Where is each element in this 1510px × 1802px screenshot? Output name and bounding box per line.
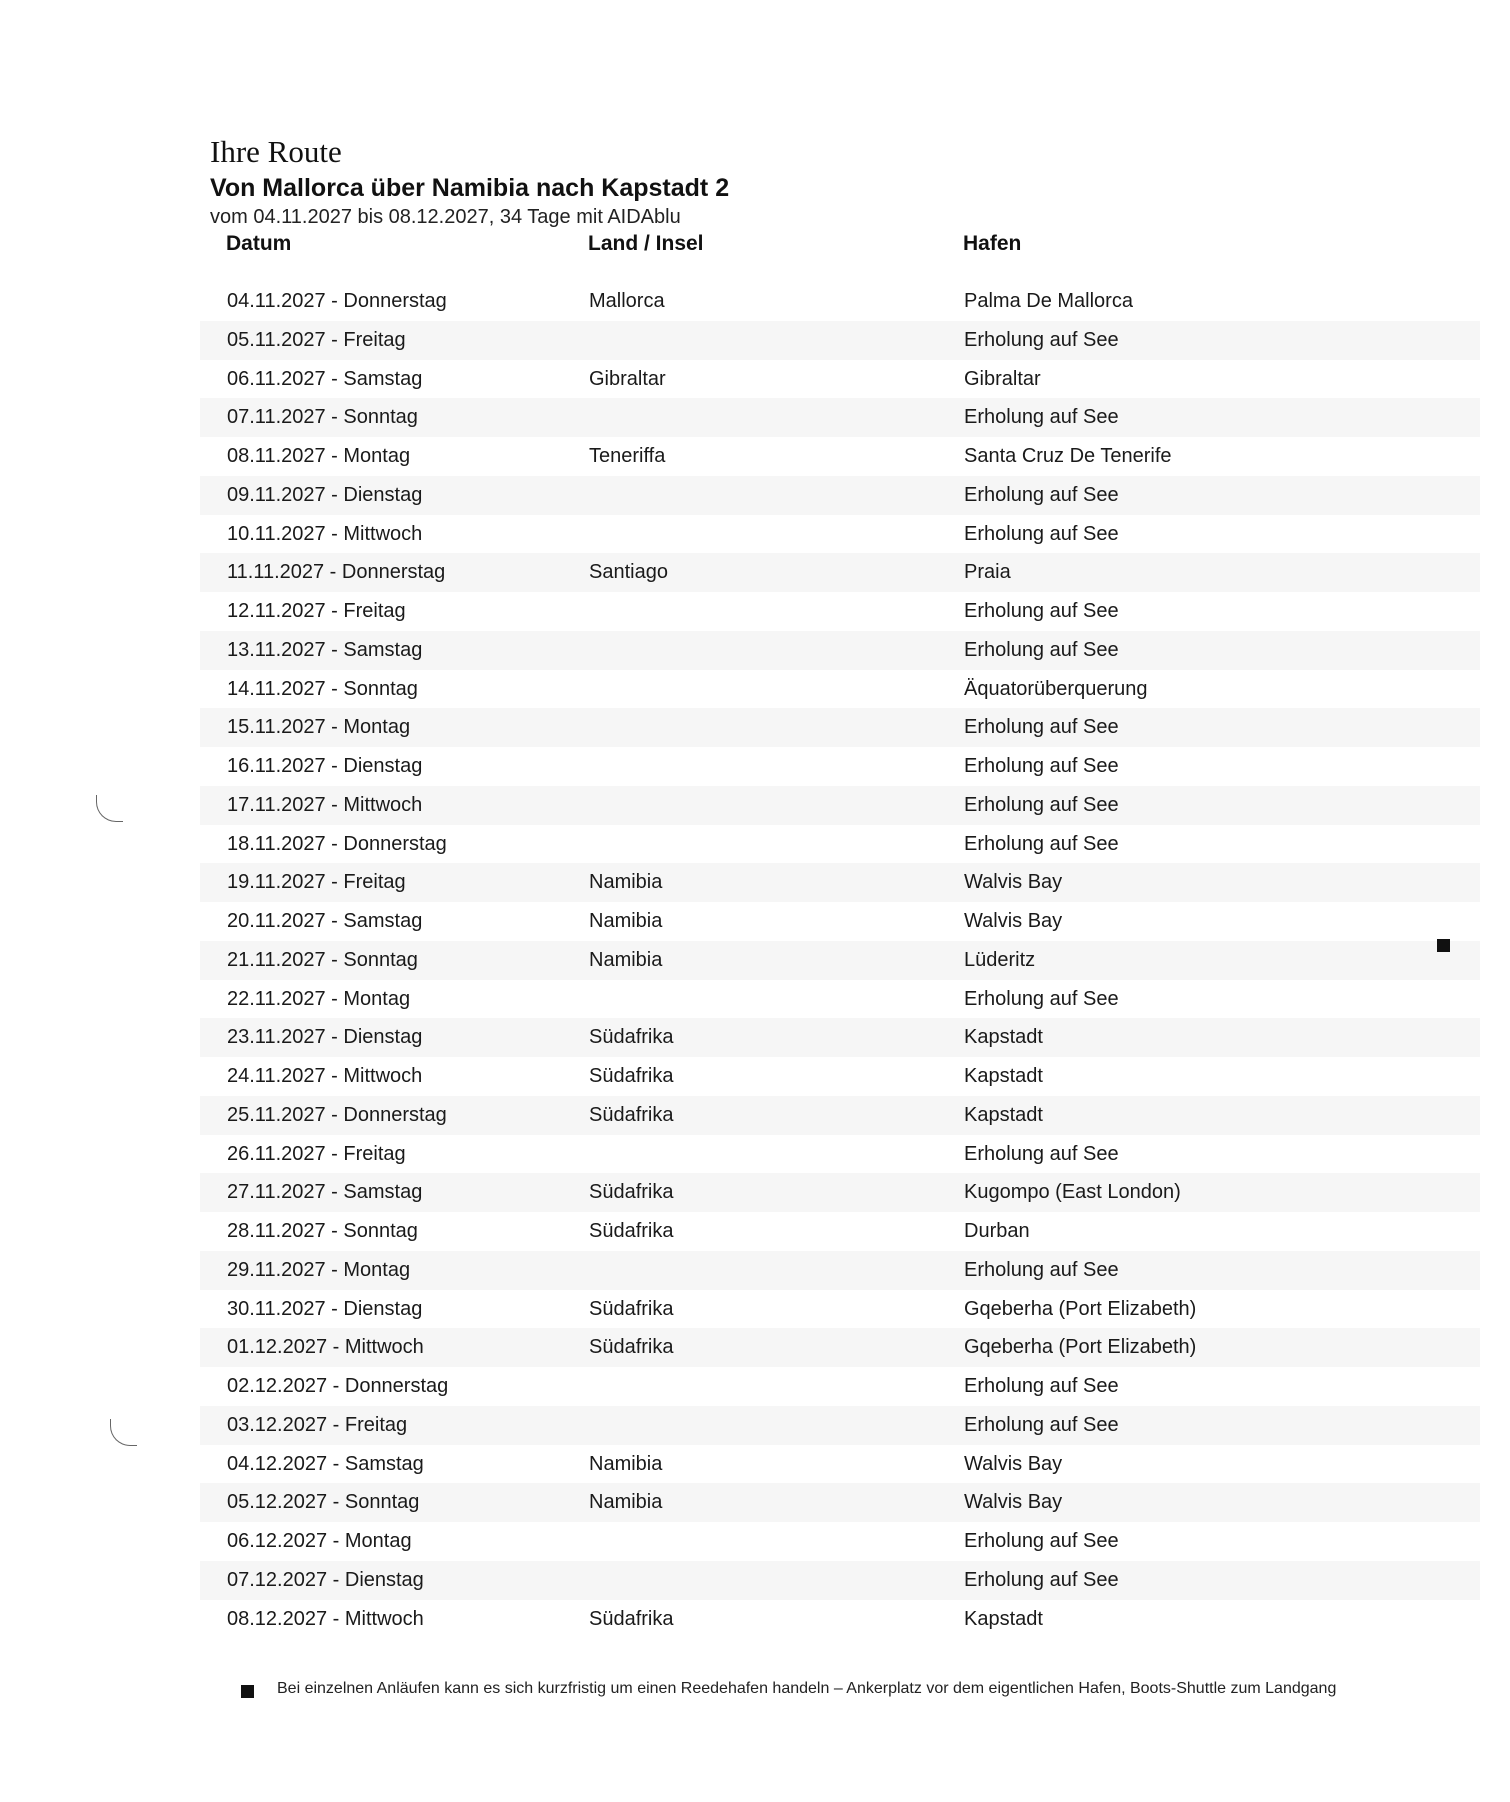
row-date: 06.12.2027 - Montag bbox=[227, 1530, 412, 1552]
row-land: Südafrika bbox=[589, 1336, 674, 1359]
row-land: Namibia bbox=[589, 948, 663, 971]
table-row bbox=[200, 747, 1480, 786]
row-port: Kugompo (East London) bbox=[964, 1181, 1181, 1204]
row-land: Südafrika bbox=[589, 1026, 674, 1049]
table-row bbox=[200, 1057, 1480, 1096]
row-port: Kapstadt bbox=[964, 1065, 1043, 1087]
row-land: Namibia bbox=[589, 910, 663, 932]
row-port: Erholung auf See bbox=[964, 1258, 1119, 1281]
row-date: 04.12.2027 - Samstag bbox=[227, 1452, 424, 1475]
table-row bbox=[200, 863, 1480, 902]
row-land: Südafrika bbox=[589, 1181, 674, 1204]
table-row bbox=[200, 1483, 1480, 1522]
row-date: 15.11.2027 - Montag bbox=[227, 716, 411, 739]
row-port: Walvis Bay bbox=[964, 1452, 1063, 1475]
table-row bbox=[200, 1522, 1480, 1561]
row-date: 29.11.2027 - Montag bbox=[227, 1258, 411, 1281]
row-date: 03.12.2027 - Freitag bbox=[227, 1413, 408, 1436]
row-port: Walvis Bay bbox=[964, 910, 1063, 932]
row-date: 21.11.2027 - Sonntag bbox=[227, 948, 418, 971]
row-port: Erholung auf See bbox=[964, 987, 1119, 1010]
row-land: Südafrika bbox=[589, 1103, 674, 1126]
row-land: Südafrika bbox=[589, 1607, 674, 1630]
row-port: Erholung auf See bbox=[964, 1375, 1119, 1397]
row-port: Durban bbox=[964, 1220, 1030, 1242]
row-date: 30.11.2027 - Dienstag bbox=[227, 1297, 423, 1320]
row-port: Erholung auf See bbox=[964, 638, 1119, 661]
row-port: Äquatorüberquerung bbox=[964, 677, 1148, 700]
row-port: Erholung auf See bbox=[964, 716, 1119, 739]
row-date: 20.11.2027 - Samstag bbox=[227, 910, 423, 932]
row-date: 19.11.2027 - Freitag bbox=[227, 871, 406, 894]
table-row bbox=[200, 1561, 1480, 1600]
row-port: Erholung auf See bbox=[964, 406, 1119, 429]
table-row bbox=[200, 515, 1480, 554]
row-date: 08.11.2027 - Montag bbox=[227, 445, 411, 467]
row-date: 04.11.2027 - Donnerstag bbox=[227, 290, 447, 312]
row-date: 18.11.2027 - Donnerstag bbox=[227, 832, 447, 855]
table-row bbox=[200, 1173, 1480, 1212]
table-row bbox=[200, 1328, 1480, 1367]
route-subtitle: vom 04.11.2027 bis 08.12.2027, 34 Tage mit AIDAblu bbox=[210, 206, 681, 228]
page-heading: Ihre Route bbox=[210, 134, 342, 169]
row-land: Namibia bbox=[589, 1491, 663, 1514]
table-row bbox=[200, 1096, 1480, 1135]
row-port: Erholung auf See bbox=[964, 832, 1119, 855]
table-row bbox=[200, 1251, 1480, 1290]
row-date: 10.11.2027 - Mittwoch bbox=[227, 522, 423, 545]
column-header-date: Datum bbox=[226, 232, 292, 255]
row-date: 05.11.2027 - Freitag bbox=[227, 328, 406, 351]
row-date: 24.11.2027 - Mittwoch bbox=[227, 1065, 423, 1087]
row-date: 16.11.2027 - Dienstag bbox=[227, 755, 423, 777]
table-row bbox=[200, 476, 1480, 515]
row-land: Namibia bbox=[589, 1452, 663, 1475]
row-date: 22.11.2027 - Montag bbox=[227, 987, 411, 1010]
row-date: 01.12.2027 - Mittwoch bbox=[227, 1336, 424, 1359]
document-header bbox=[210, 134, 1310, 230]
footnote-bullet-icon bbox=[241, 1685, 254, 1698]
row-date: 25.11.2027 - Donnerstag bbox=[227, 1103, 447, 1126]
row-port: Erholung auf See bbox=[964, 328, 1119, 351]
table-row bbox=[200, 437, 1480, 476]
table-row bbox=[200, 1367, 1480, 1406]
itinerary-table bbox=[200, 282, 1480, 1638]
row-port: Gqeberha (Port Elizabeth) bbox=[964, 1297, 1197, 1320]
anchorage-marker-icon bbox=[1437, 939, 1450, 952]
table-row bbox=[200, 282, 1480, 321]
row-land: Teneriffa bbox=[589, 445, 666, 467]
table-row bbox=[200, 360, 1480, 399]
table-row bbox=[200, 398, 1480, 437]
row-date: 28.11.2027 - Sonntag bbox=[227, 1220, 418, 1242]
table-row bbox=[200, 786, 1480, 825]
table-row bbox=[200, 1406, 1480, 1445]
row-port: Kapstadt bbox=[964, 1607, 1043, 1630]
row-port: Erholung auf See bbox=[964, 793, 1119, 816]
row-date: 02.12.2027 - Donnerstag bbox=[227, 1375, 449, 1397]
table-row bbox=[200, 670, 1480, 709]
row-port: Gibraltar bbox=[964, 367, 1041, 390]
table-row bbox=[200, 1290, 1480, 1329]
row-port: Kapstadt bbox=[964, 1103, 1043, 1126]
punch-hole-mark bbox=[96, 795, 123, 822]
footnote-text: Bei einzelnen Anläufen kann es sich kurzfristig um einen Reedehafen handeln – Ankerplatz vor dem eigentlichen Hafen, Boots-Shuttle zum Landgang bbox=[277, 1680, 1337, 1697]
row-date: 27.11.2027 - Samstag bbox=[227, 1181, 423, 1204]
row-date: 08.12.2027 - Mittwoch bbox=[227, 1607, 424, 1630]
row-land: Südafrika bbox=[589, 1220, 674, 1242]
row-port: Palma De Mallorca bbox=[964, 290, 1133, 312]
row-land: Namibia bbox=[589, 871, 663, 894]
table-row bbox=[200, 825, 1480, 864]
row-port: Praia bbox=[964, 561, 1011, 584]
table-row bbox=[200, 631, 1480, 670]
row-date: 09.11.2027 - Dienstag bbox=[227, 483, 423, 506]
row-port: Erholung auf See bbox=[964, 1413, 1119, 1436]
row-date: 17.11.2027 - Mittwoch bbox=[227, 793, 423, 816]
row-date: 12.11.2027 - Freitag bbox=[227, 600, 406, 622]
row-port: Kapstadt bbox=[964, 1026, 1043, 1049]
row-date: 26.11.2027 - Freitag bbox=[227, 1142, 406, 1165]
row-date: 13.11.2027 - Samstag bbox=[227, 638, 423, 661]
table-row bbox=[200, 1135, 1480, 1174]
row-port: Erholung auf See bbox=[964, 1142, 1119, 1165]
row-port: Gqeberha (Port Elizabeth) bbox=[964, 1336, 1197, 1359]
row-land: Santiago bbox=[589, 561, 668, 584]
row-port: Erholung auf See bbox=[964, 600, 1119, 622]
row-date: 23.11.2027 - Dienstag bbox=[227, 1026, 423, 1049]
row-port: Walvis Bay bbox=[964, 1491, 1063, 1514]
table-row bbox=[200, 1600, 1480, 1639]
row-port: Erholung auf See bbox=[964, 1530, 1119, 1552]
row-port: Erholung auf See bbox=[964, 1568, 1119, 1591]
row-date: 07.11.2027 - Sonntag bbox=[227, 406, 418, 429]
table-row bbox=[200, 321, 1480, 360]
table-row bbox=[200, 980, 1480, 1019]
punch-hole-mark bbox=[110, 1419, 137, 1446]
table-row bbox=[200, 1445, 1480, 1484]
row-port: Erholung auf See bbox=[964, 522, 1119, 545]
row-port: Erholung auf See bbox=[964, 483, 1119, 506]
row-port: Lüderitz bbox=[964, 948, 1036, 971]
column-header-port: Hafen bbox=[963, 232, 1022, 255]
row-port: Santa Cruz De Tenerife bbox=[964, 445, 1172, 467]
row-land: Südafrika bbox=[589, 1065, 674, 1087]
table-row bbox=[200, 1018, 1480, 1057]
row-port: Walvis Bay bbox=[964, 871, 1063, 894]
route-title: Von Mallorca über Namibia nach Kapstadt 2 bbox=[210, 174, 730, 202]
column-header-land: Land / Insel bbox=[588, 232, 704, 255]
row-land: Mallorca bbox=[589, 290, 665, 312]
row-date: 05.12.2027 - Sonntag bbox=[227, 1491, 420, 1514]
row-date: 11.11.2027 - Donnerstag bbox=[227, 561, 446, 584]
table-row bbox=[200, 941, 1480, 980]
row-port: Erholung auf See bbox=[964, 755, 1119, 777]
table-row bbox=[200, 902, 1480, 941]
table-row bbox=[200, 592, 1480, 631]
row-date: 07.12.2027 - Dienstag bbox=[227, 1568, 424, 1591]
row-land: Südafrika bbox=[589, 1297, 674, 1320]
row-land: Gibraltar bbox=[589, 367, 666, 390]
table-row bbox=[200, 553, 1480, 592]
table-row bbox=[200, 708, 1480, 747]
row-date: 14.11.2027 - Sonntag bbox=[227, 677, 418, 700]
table-row bbox=[200, 1212, 1480, 1251]
row-date: 06.11.2027 - Samstag bbox=[227, 367, 423, 390]
